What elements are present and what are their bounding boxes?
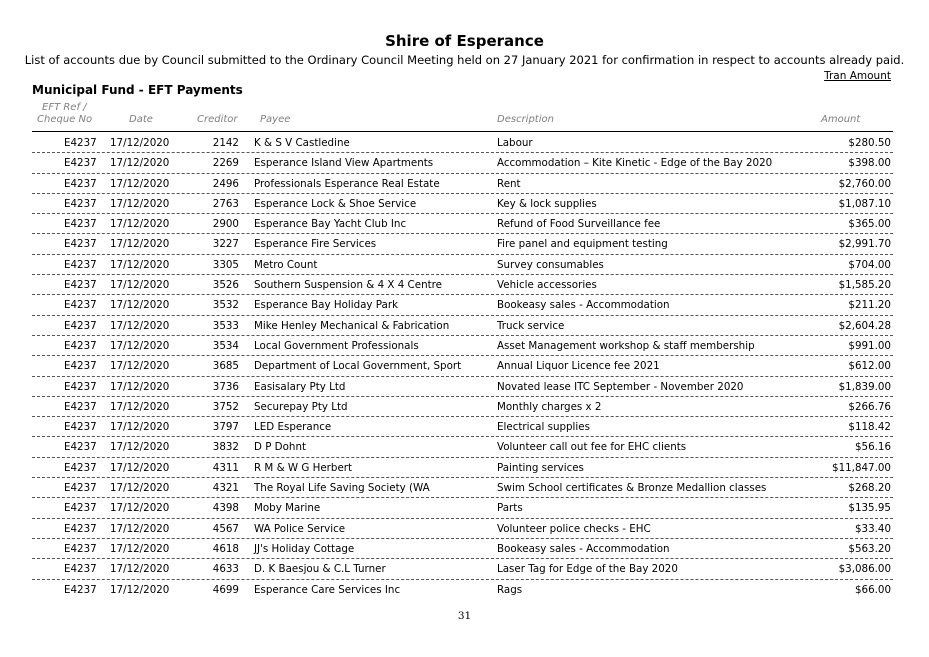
cell-amount: $211.20 — [848, 299, 891, 312]
cell-description: Parts — [497, 502, 523, 515]
cell-date: 17/12/2020 — [110, 218, 170, 231]
cell-payee: Esperance Bay Yacht Club Inc — [254, 218, 407, 231]
cell-payee: Esperance Bay Holiday Park — [254, 299, 399, 312]
cell-amount: $11,847.00 — [832, 461, 891, 474]
cell-ref: E4237 — [64, 522, 97, 535]
table-row — [32, 153, 893, 173]
cell-ref: E4237 — [64, 197, 97, 210]
cell-description: Survey consumables — [497, 258, 604, 271]
cell-date: 17/12/2020 — [110, 563, 170, 576]
cell-payee: The Royal Life Saving Society (WA — [254, 482, 430, 495]
cell-date: 17/12/2020 — [110, 421, 170, 434]
cell-description: Truck service — [497, 319, 565, 332]
cell-creditor: 3797 — [212, 421, 239, 434]
cell-amount: $2,604.28 — [838, 319, 891, 332]
cell-payee: Esperance Fire Services — [254, 238, 377, 251]
cell-payee: Southern Suspension & 4 X 4 Centre — [254, 279, 442, 292]
cell-creditor: 3752 — [212, 400, 239, 413]
cell-description: Vehicle accessories — [497, 279, 597, 292]
cell-payee: R M & W G Herbert — [254, 461, 353, 474]
cell-date: 17/12/2020 — [110, 400, 170, 413]
cell-amount: $2,991.70 — [838, 238, 891, 251]
cell-date: 17/12/2020 — [110, 360, 170, 373]
cell-ref: E4237 — [64, 299, 97, 312]
cell-payee: Metro Count — [254, 258, 318, 271]
table-row — [32, 458, 893, 478]
cell-payee: Easisalary Pty Ltd — [254, 380, 346, 393]
cell-ref: E4237 — [64, 441, 97, 454]
cell-creditor: 2142 — [212, 137, 239, 149]
cell-payee: Mike Henley Mechanical & Fabrication — [254, 319, 450, 332]
cell-ref: E4237 — [64, 482, 97, 495]
cell-creditor: 4321 — [212, 482, 239, 495]
cell-ref: E4237 — [64, 421, 97, 434]
cell-amount: $3,086.00 — [838, 563, 891, 576]
cell-date: 17/12/2020 — [110, 197, 170, 210]
table-row — [32, 255, 893, 275]
cell-payee: Department of Local Government, Sport — [254, 360, 462, 373]
cell-payee: JJ's Holiday Cottage — [254, 542, 355, 555]
cell-date: 17/12/2020 — [110, 258, 170, 271]
cell-description: Annual Liquor Licence fee 2021 — [497, 360, 660, 373]
cell-description: Asset Management workshop & staff membership — [497, 339, 755, 352]
cell-description: Rags — [497, 583, 523, 596]
cell-ref: E4237 — [64, 502, 97, 515]
cell-ref: E4237 — [64, 137, 97, 149]
table-row — [32, 519, 893, 539]
cell-creditor: 3227 — [212, 238, 239, 251]
cell-date: 17/12/2020 — [110, 238, 170, 251]
table-header — [0, 102, 929, 132]
cell-description: Key & lock supplies — [497, 197, 597, 210]
cell-creditor: 3533 — [212, 319, 239, 332]
cell-payee: Esperance Island View Apartments — [254, 157, 434, 170]
cell-description: Volunteer police checks - EHC — [497, 522, 651, 535]
col-ref-label-1: EFT Ref / — [42, 102, 87, 113]
cell-ref: E4237 — [64, 177, 97, 190]
cell-ref: E4237 — [64, 461, 97, 474]
table-row — [32, 336, 893, 356]
cell-description: Monthly charges x 2 — [497, 400, 602, 413]
cell-payee: K & S V Castledine — [254, 137, 350, 149]
cell-payee: D. K Baesjou & C.L Turner — [254, 563, 386, 576]
cell-creditor: 3305 — [212, 258, 239, 271]
cell-ref: E4237 — [64, 380, 97, 393]
cell-amount: $1,087.10 — [838, 197, 891, 210]
cell-creditor: 3532 — [212, 299, 239, 312]
table-row — [32, 397, 893, 417]
cell-date: 17/12/2020 — [110, 461, 170, 474]
col-description-label: Description — [497, 114, 554, 125]
page-title: Shire of Esperance — [385, 32, 544, 50]
cell-description: Rent — [497, 177, 521, 190]
cell-description: Painting services — [497, 461, 584, 474]
table-row — [32, 437, 893, 457]
cell-creditor: 3685 — [212, 360, 239, 373]
table-row — [32, 498, 893, 518]
cell-ref: E4237 — [64, 157, 97, 170]
cell-creditor: 3736 — [212, 380, 239, 393]
cell-description: Laser Tag for Edge of the Bay 2020 — [497, 563, 678, 576]
cell-date: 17/12/2020 — [110, 380, 170, 393]
cell-creditor: 2496 — [212, 177, 239, 190]
col-date-label: Date — [129, 114, 153, 125]
cell-creditor: 2269 — [212, 157, 239, 170]
cell-ref: E4237 — [64, 360, 97, 373]
cell-description: Novated lease ITC September - November 2020 — [497, 380, 744, 393]
cell-creditor: 2763 — [212, 197, 239, 210]
cell-payee: Moby Marine — [254, 502, 321, 515]
cell-ref: E4237 — [64, 218, 97, 231]
tran-amount-label: Tran Amount — [824, 70, 891, 82]
cell-amount: $1,839.00 — [838, 380, 891, 393]
cell-amount: $1,585.20 — [838, 279, 891, 292]
col-amount-label: Amount — [821, 114, 861, 125]
cell-payee: LED Esperance — [254, 421, 332, 434]
cell-ref: E4237 — [64, 258, 97, 271]
cell-payee: Professionals Esperance Real Estate — [254, 177, 440, 190]
cell-date: 17/12/2020 — [110, 542, 170, 555]
cell-amount: $704.00 — [848, 258, 891, 271]
cell-amount: $266.76 — [848, 400, 891, 413]
cell-ref: E4237 — [64, 238, 97, 251]
cell-ref: E4237 — [64, 279, 97, 292]
cell-description: Volunteer call out fee for EHC clients — [497, 441, 687, 454]
cell-date: 17/12/2020 — [110, 339, 170, 352]
table-row — [32, 214, 893, 234]
cell-creditor: 4398 — [212, 502, 239, 515]
cell-creditor: 3526 — [212, 279, 239, 292]
cell-ref: E4237 — [64, 563, 97, 576]
payments-table — [32, 133, 893, 599]
cell-date: 17/12/2020 — [110, 299, 170, 312]
cell-date: 17/12/2020 — [110, 522, 170, 535]
cell-payee: D P Dohnt — [254, 441, 307, 454]
cell-payee: Esperance Lock & Shoe Service — [254, 197, 417, 210]
table-row — [32, 133, 893, 153]
cell-description: Electrical supplies — [497, 421, 590, 434]
table-row — [32, 559, 893, 579]
cell-amount: $612.00 — [848, 360, 891, 373]
table-row — [32, 417, 893, 437]
cell-creditor: 4618 — [212, 542, 239, 555]
cell-amount: $365.00 — [848, 218, 891, 231]
cell-creditor: 3832 — [212, 441, 239, 454]
cell-date: 17/12/2020 — [110, 137, 170, 149]
cell-description: Swim School certificates & Bronze Medallion classes — [497, 482, 767, 495]
table-row — [32, 316, 893, 336]
cell-payee: Local Government Professionals — [254, 339, 419, 352]
cell-description: Bookeasy sales - Accommodation — [497, 299, 670, 312]
col-payee-label: Payee — [260, 114, 291, 125]
table-row — [32, 234, 893, 254]
table-row — [32, 194, 893, 214]
table-row — [32, 174, 893, 194]
cell-date: 17/12/2020 — [110, 441, 170, 454]
cell-amount: $280.50 — [848, 137, 891, 149]
cell-ref: E4237 — [64, 542, 97, 555]
cell-creditor: 3534 — [212, 339, 239, 352]
cell-amount: $33.40 — [854, 522, 891, 535]
table-row — [32, 377, 893, 397]
cell-date: 17/12/2020 — [110, 482, 170, 495]
cell-date: 17/12/2020 — [110, 319, 170, 332]
cell-description: Refund of Food Surveillance fee — [497, 218, 661, 231]
cell-ref: E4237 — [64, 319, 97, 332]
table-row — [32, 356, 893, 376]
cell-amount: $56.16 — [854, 441, 891, 454]
cell-ref: E4237 — [64, 339, 97, 352]
cell-description: Fire panel and equipment testing — [497, 238, 668, 251]
cell-creditor: 4567 — [212, 522, 239, 535]
header-divider — [32, 131, 893, 132]
cell-amount: $563.20 — [848, 542, 891, 555]
page-subtitle: List of accounts due by Council submitted to the Ordinary Council Meeting held on 27 January 2021 for confirmation in respect to accounts already paid. — [24, 53, 905, 67]
cell-amount: $118.42 — [848, 421, 891, 434]
cell-creditor: 4311 — [212, 461, 239, 474]
cell-date: 17/12/2020 — [110, 279, 170, 292]
table-row — [32, 580, 893, 599]
cell-date: 17/12/2020 — [110, 502, 170, 515]
cell-date: 17/12/2020 — [110, 157, 170, 170]
col-ref-label-2: Cheque No — [37, 114, 93, 125]
cell-description: Labour — [497, 137, 533, 149]
cell-payee: WA Police Service — [254, 522, 346, 535]
section-heading: Municipal Fund - EFT Payments — [32, 83, 243, 97]
cell-amount: $135.95 — [848, 502, 891, 515]
cell-amount: $398.00 — [848, 157, 891, 170]
page-number: 31 — [457, 610, 472, 622]
table-row — [32, 539, 893, 559]
cell-payee: Esperance Care Services Inc — [254, 583, 401, 596]
cell-ref: E4237 — [64, 400, 97, 413]
cell-creditor: 4699 — [212, 583, 239, 596]
cell-amount: $991.00 — [848, 339, 891, 352]
cell-description: Accommodation – Kite Kinetic - Edge of the Bay 2020 — [497, 157, 773, 170]
table-row — [32, 295, 893, 315]
table-row — [32, 478, 893, 498]
col-creditor-label: Creditor — [197, 114, 238, 125]
cell-description: Bookeasy sales - Accommodation — [497, 542, 670, 555]
cell-creditor: 4633 — [212, 563, 239, 576]
cell-amount: $268.20 — [848, 482, 891, 495]
cell-date: 17/12/2020 — [110, 177, 170, 190]
table-row — [32, 275, 893, 295]
cell-date: 17/12/2020 — [110, 583, 170, 596]
cell-ref: E4237 — [64, 583, 97, 596]
cell-creditor: 2900 — [212, 218, 239, 231]
cell-amount: $66.00 — [854, 583, 891, 596]
cell-payee: Securepay Pty Ltd — [254, 400, 348, 413]
cell-amount: $2,760.00 — [838, 177, 891, 190]
